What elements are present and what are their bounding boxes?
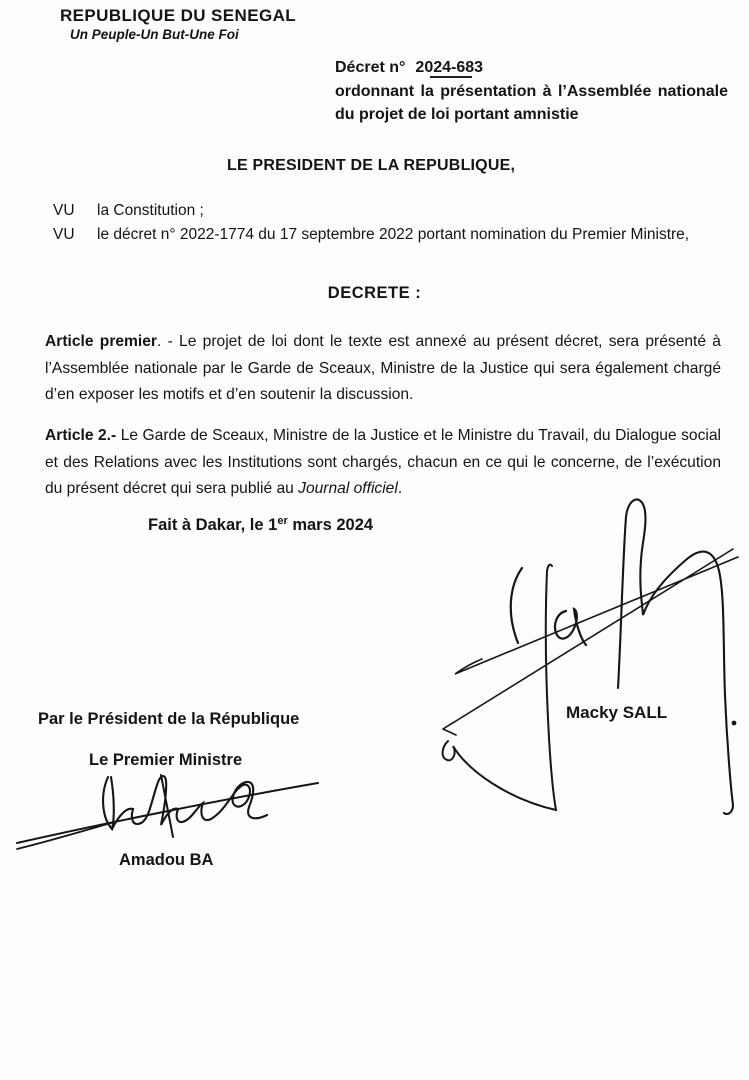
- decree-number-value: 2024-683: [415, 59, 484, 76]
- republic-title: REPUBLIQUE DU SENEGAL: [60, 6, 297, 25]
- article-2-body: Le Garde de Sceaux, Ministre de la Justice et le Ministre du Travail, du Dialogue social et des Relations avec les Institutions sont chargés, chacun en ce qui le concerne, de l’exécution du présent décret qui sera publié au: [45, 427, 721, 497]
- by-president-line: Par le Président de la République: [38, 710, 300, 728]
- article-1-body: Le projet de loi dont le texte est annexé au présent décret, sera présenté à l’Assemblée nationale par le Garde de Sceaux, Ministre de la Justice qui sera également chargé d’en exposer les motifs et d’en soutenir la discussion.: [45, 333, 721, 403]
- visa-label: VU: [53, 202, 75, 219]
- dateline-ordinal: er: [277, 515, 288, 527]
- prime-minister-name: Amadou BA: [119, 851, 214, 869]
- visa-item: [53, 199, 721, 223]
- decree-subject: ordonnant la présentation à l’Assemblée nationale du projet de loi portant amnistie: [335, 83, 728, 123]
- decree-number-label: Décret n°: [335, 59, 406, 76]
- visas-list: [53, 199, 721, 246]
- decree-number-underline: [430, 76, 472, 78]
- dateline: [148, 515, 373, 535]
- article-1-paragraph: [45, 329, 721, 409]
- president-salutation: LE PRESIDENT DE LA REPUBLIQUE,: [227, 157, 516, 174]
- decrete-heading: DECRETE :: [327, 284, 422, 302]
- article-1-separator: . -: [157, 333, 180, 350]
- dateline-suffix: mars 2024: [287, 516, 374, 534]
- visa-item: [53, 223, 721, 247]
- article-1-lead: Article premier: [45, 333, 157, 350]
- visa-text: le décret n° 2022-1774 du 17 septembre 2022 portant nomination du Premier Ministre,: [97, 225, 690, 243]
- prime-minister-signature: [15, 763, 325, 855]
- article-2-end: .: [397, 480, 403, 497]
- article-2-lead: Article 2.-: [45, 427, 117, 444]
- president-signature: [440, 485, 740, 815]
- prime-minister-title: Le Premier Ministre: [89, 751, 243, 769]
- decree-number-line: [335, 56, 728, 79]
- visa-text: la Constitution ;: [97, 202, 204, 219]
- journal-officiel-italic: Journal officiel: [298, 480, 398, 497]
- visa-label: VU: [53, 225, 75, 243]
- decree-heading: [335, 56, 728, 126]
- national-motto: Un Peuple-Un But-Une Foi: [70, 27, 239, 42]
- dateline-prefix: Fait à Dakar, le 1: [148, 516, 278, 534]
- president-name: Macky SALL: [566, 703, 668, 722]
